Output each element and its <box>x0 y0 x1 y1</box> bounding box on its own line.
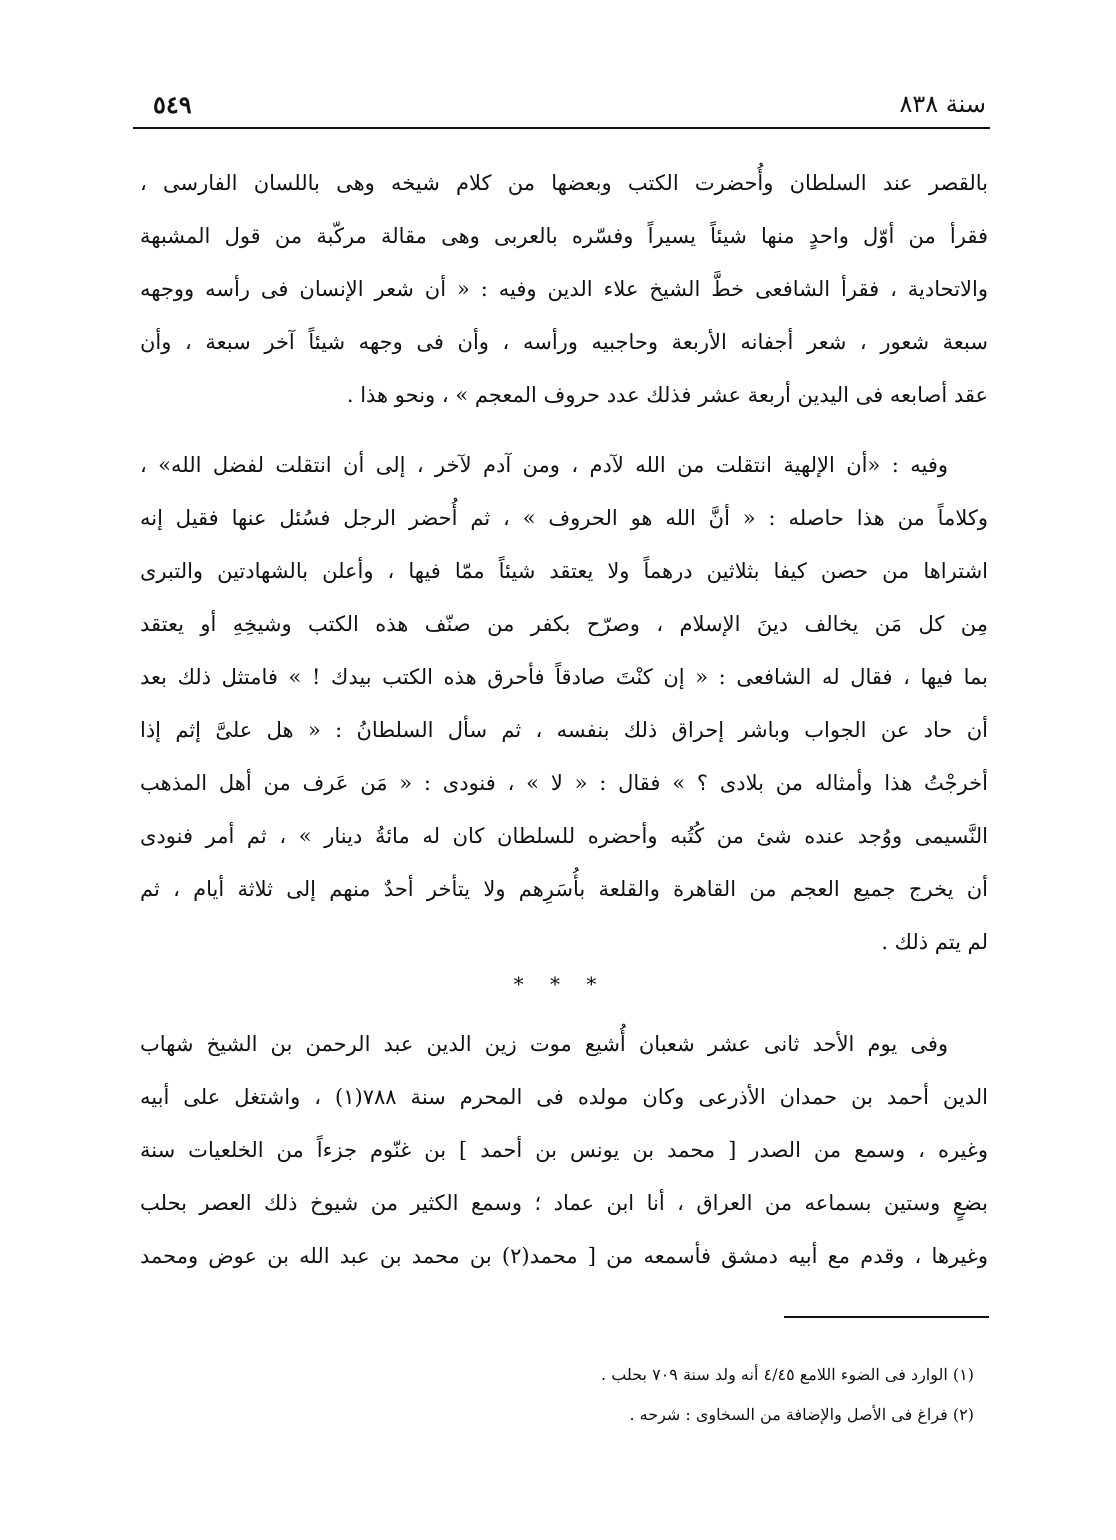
text-line: أن يخرج جميع العجم من القاهرة والقلعة بأُسَرِهم ولا يتأخر أحدٌ منهم إلى ثلاثة أيام ، ثم <box>140 877 988 901</box>
text-line: وكلاماً من هذا حاصله : « أنَّ الله هو الحروف » ، ثم أُحضر الرجل فسُئل عنها فقيل إنه <box>140 506 988 530</box>
footnote-2: (٢) فراغ فى الأصل والإضافة من السخاوى : شرحه . <box>629 1405 974 1424</box>
page-number: ٥٤٩ <box>153 90 192 119</box>
year-heading: سنة ٨٣٨ <box>899 90 986 118</box>
text-line: وغيرها ، وقدم مع أبيه دمشق فأسمعه من [ محمد(٢) بن محمد بن عبد الله بن عوض ومحمد <box>140 1244 988 1268</box>
running-header <box>135 86 990 126</box>
text-line: الدين أحمد بن حمدان الأذرعى وكان مولده فى المحرم سنة ٧٨٨(١) ، واشتغل على أبيه <box>140 1085 988 1109</box>
text-line: عقد أصابعه فى اليدين أربعة عشر فذلك عدد حروف المعجم » ، ونحو هذا . <box>346 383 988 407</box>
text-line: والاتحادية ، فقرأ الشافعى خطَّ الشيخ علاء الدين وفيه : « أن شعر الإنسان فى رأسه ووجهه <box>140 277 988 301</box>
section-separator: * * * <box>513 972 607 996</box>
text-line: بالقصر عند السلطان وأُحضرت الكتب وبعضها من كلام شيخه وهى باللسان الفارسى ، <box>140 171 988 195</box>
paragraph-3 <box>140 1018 988 1283</box>
footnotes <box>214 1355 974 1435</box>
header-rule <box>133 127 990 129</box>
text-line: لم يتم ذلك . <box>881 930 988 954</box>
text-line: مِن كل مَن يخالف دينَ الإسلام ، وصرّح بكفر من صنّف هذه الكتب وشيخِهِ أو يعتقد <box>140 612 988 636</box>
text-line: فقرأ من أوّل واحدٍ منها شيئاً يسيراً وفسّره بالعربى وهى مقالة مركّبة من قول المشبهة <box>140 224 988 248</box>
footnote-1: (١) الوارد فى الضوء اللامع ٤/٤٥ أنه ولد سنة ٧٠٩ بحلب . <box>601 1365 974 1384</box>
text-line: بضعٍ وستين بسماعه من العراق ، أنا ابن عماد ؛ وسمع الكثير من شيوخ ذلك العصر بحلب <box>140 1191 988 1215</box>
text-line: أخرجْتُ هذا وأمثاله من بلادى ؟ » فقال : « لا » ، فنودى : « مَن عَرف من أهل المذهب <box>140 771 988 795</box>
text-line: بما فيها ، فقال له الشافعى : « إن كنْتَ صادقاً فأحرق هذه الكتب بيدك ! » فامتثل ذلك بعد <box>140 665 988 689</box>
text-line: وفى يوم الأحد ثانى عشر شعبان أُشيع موت زين الدين عبد الرحمن بن الشيخ شهاب <box>140 1032 948 1056</box>
text-line: سبعة شعور ، شعر أجفانه الأربعة وحاجبيه ورأسه ، وأن فى وجهه شيئاً آخر سبعة ، وأن <box>140 330 988 354</box>
text-line: النَّسيمى ووُجد عنده شئ من كُتُبه وأحضره للسلطان كان له مائةُ دينار » ، ثم أمر فنودى <box>140 824 988 848</box>
paragraph-1 <box>140 157 988 422</box>
text-line: أن حاد عن الجواب وباشر إحراق ذلك بنفسه ، ثم سأل السلطانُ : « هل علىَّ إثم إذا <box>140 718 988 742</box>
text-line: وغيره ، وسمع من الصدر [ محمد بن يونس بن أحمد ] بن غنّوم جزءاً من الخلعيات سنة <box>140 1138 988 1162</box>
paragraph-2 <box>140 439 988 969</box>
text-line: وفيه : «أن الإلهية انتقلت من الله لآدم ، ومن آدم لآخر ، إلى أن انتقلت لفضل الله» ، <box>140 453 948 477</box>
text-line: اشتراها من حصن كيفا بثلاثين درهماً ولا يعتقد شيئاً ممّا فيها ، وأعلن بالشهادتين والتبرى <box>140 559 988 583</box>
footnote-rule <box>784 1316 989 1318</box>
